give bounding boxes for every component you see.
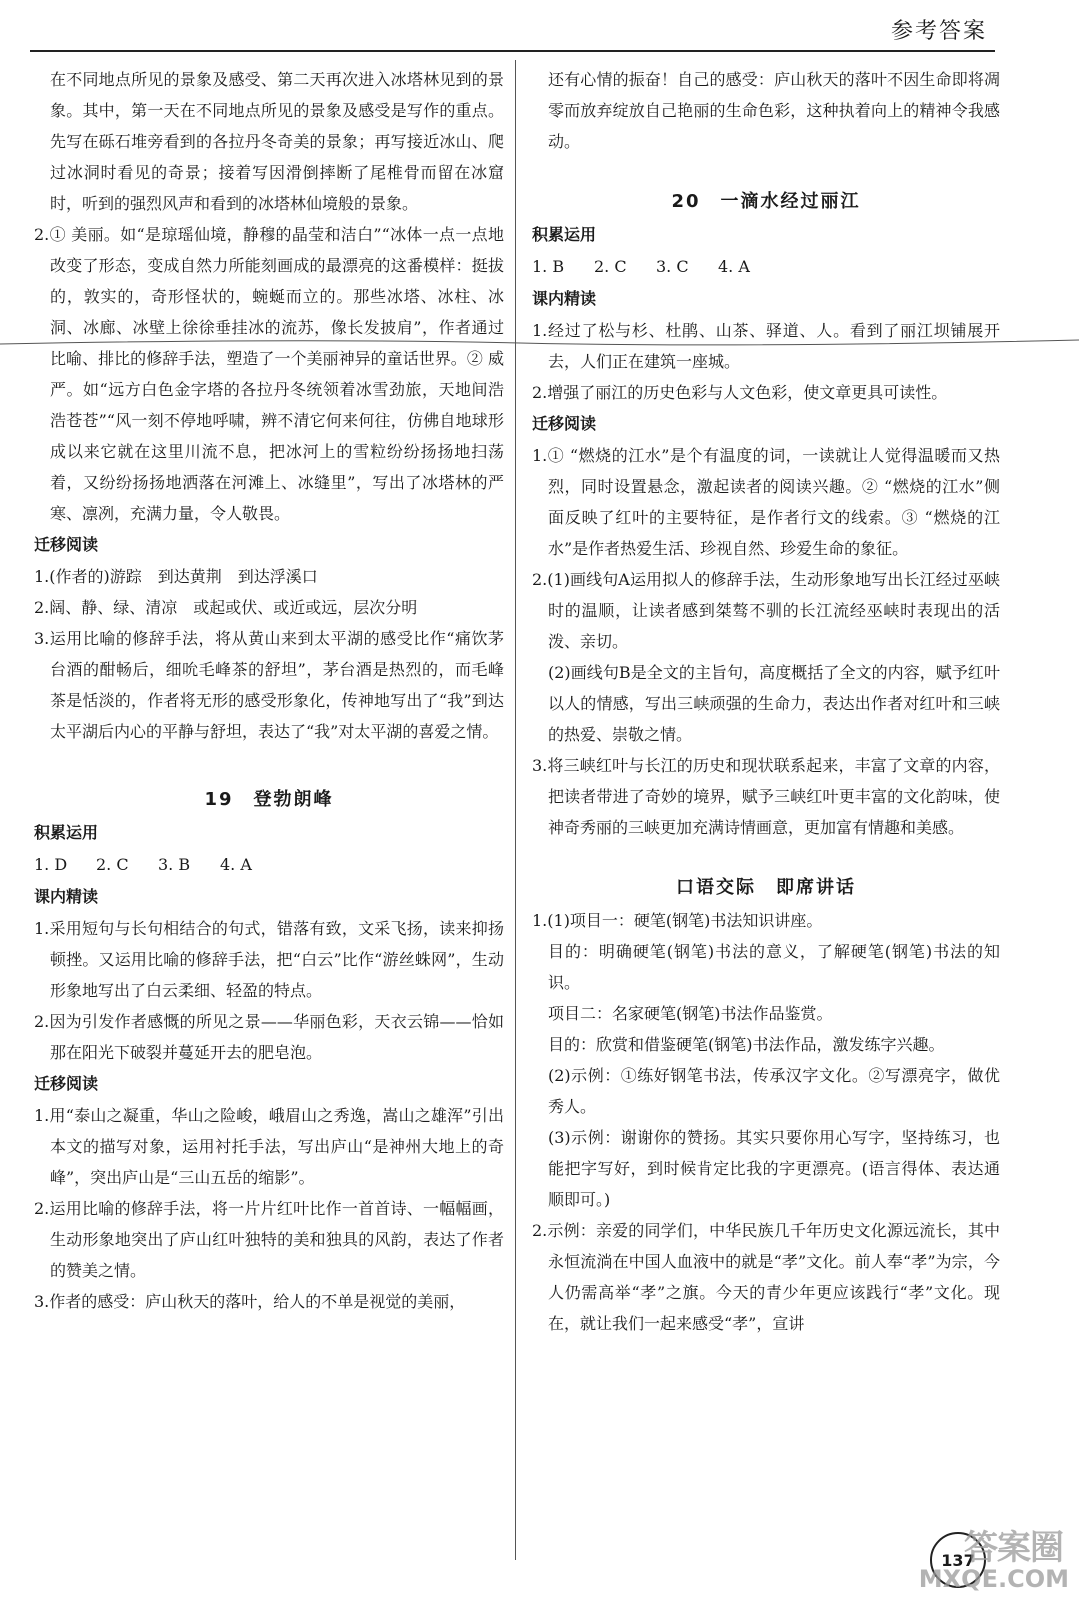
section-heading-transfer: 迁移阅读	[34, 535, 99, 554]
section-heading-accumulate: 积累运用	[34, 823, 99, 842]
transfer-2-part-2: (2)画线句B是全文的主旨句，高度概括了全文的内容，赋予红叶以人的情感，写出三峡顽强的生命力，表达出作者对红叶和三峡的热爱、崇敬之情。	[548, 663, 1000, 744]
intro-paragraph: 在不同地点所见的景象及感受、第二天再次进入冰塔林见到的景象。其中，第一天在不同地点所见的景象及感受是写作的重点。先写在砾石堆旁看到的各拉丹冬奇美的景象；再写接近冰山、爬过冰洞时看见的奇景；接着写因滑倒摔断了尾椎骨而留在冰窟时，听到的强烈风声和看到的冰塔林仙境般的景象。	[50, 70, 504, 213]
answer-choice: 3. C	[656, 257, 689, 276]
answer-row	[532, 251, 1000, 283]
oral-item: 目的：明确硬笔(钢笔)书法的意义，了解硬笔(钢笔)书法的知识。	[548, 942, 1000, 992]
transfer-1: 1.用“泰山之凝重，华山之险峻，峨眉山之秀逸，嵩山之雄浑”引出本文的描写对象，运用衬托手法，写出庐山“是神州大地上的奇峰”，突出庐山是“三山五岳的缩影”。	[34, 1106, 504, 1187]
continued-paragraph: 还有心情的振奋！自己的感受：庐山秋天的落叶不因生命即将凋零而放弃绽放自己艳丽的生命色彩，这种执着向上的精神令我感动。	[548, 70, 1000, 151]
answer-2: 2.① 美丽。如“是琼瑶仙境，静穆的晶莹和洁白”“冰体一点一点地改变了形态，变成自然力所能刻画成的最漂亮的这番模样：挺拔的，敦实的，奇形怪状的，蜿蜒而立的。那些冰塔、冰柱、冰洞、冰廊、冰壁上徐徐垂挂冰的流苏，像长发披肩”，作者通过比喻、排比的修辞手法，塑造了一个美丽神异的童话世界。② 威严。如“远方白色金字塔的各拉丹冬统领着冰雪劲旅，天地间浩浩苍苍”“风一刻不停地呼啸，辨不清它何来何往，仿佛自地球形成以来它就在这里川流不息，把冰河上的雪粒纷纷扬扬地扫荡着，又纷纷扬扬地洒落在河滩上、冰缝里”，写出了冰塔林的严寒、凛冽，充满力量，令人敬畏。	[34, 225, 504, 523]
oral-item: (3)示例：谢谢你的赞扬。其实只要你用心写字，坚持练习，也能把字写好，到时候肯定比我的字更漂亮。(语言得体、表达通顺即可。)	[548, 1128, 1000, 1209]
transfer-3: 3.运用比喻的修辞手法，将从黄山来到太平湖的感受比作“痛饮茅台酒的酣畅后，细吮毛峰茶的舒坦”，茅台酒是热烈的，而毛峰茶是恬淡的，作者将无形的感受形象化，传神地写出了“我”到达太平湖后内心的平静与舒坦，表达了“我”对太平湖的喜爱之情。	[34, 629, 504, 741]
answer-choice: 1. D	[34, 855, 68, 874]
inclass-2: 2.因为引发作者感慨的所见之景——华丽色彩，天衣云锦——恰如那在阳光下破裂并蔓延开去的肥皂泡。	[34, 1012, 504, 1062]
column-divider	[515, 60, 516, 1560]
transfer-3: 3.作者的感受：庐山秋天的落叶，给人的不单是视觉的美丽，	[34, 1292, 466, 1311]
oral-item: 目的：欣赏和借鉴硬笔(钢笔)书法作品，激发练字兴趣。	[548, 1035, 945, 1054]
header-rule	[30, 50, 995, 52]
answer-choice: 1. B	[532, 257, 565, 276]
section-heading-transfer: 迁移阅读	[34, 1074, 99, 1093]
answer-choice: 4. A	[718, 257, 750, 276]
oral-item: 项目二：名家硬笔(钢笔)书法作品鉴赏。	[548, 1004, 833, 1023]
inclass-2: 2.增强了丽江的历史色彩与人文色彩，使文章更具可读性。	[532, 383, 948, 402]
watermark-url: MXQE.COM	[918, 1565, 1069, 1593]
watermark-logo: 答案圈	[964, 1528, 1063, 1568]
section-heading-inclass: 课内精读	[34, 887, 99, 906]
oral-item: (2)示例：①练好钢笔书法，传承汉字文化。②写漂亮字，做优秀人。	[548, 1066, 1000, 1116]
page-number: 137	[930, 1532, 986, 1588]
answer-choice: 3. B	[158, 855, 191, 874]
inclass-1: 1.采用短句与长句相结合的句式，错落有致，文采飞扬，读来抑扬顿挫。又运用比喻的修辞手法，把“白云”比作“游丝蛛网”，生动形象地写出了白云柔细、轻盈的特点。	[34, 919, 504, 1000]
section-heading-accumulate: 积累运用	[532, 225, 597, 244]
oral-item: 2.示例：亲爱的同学们，中华民族几千年历史文化源远流长，其中永恒流淌在中国人血液中的就是“孝”文化。前人奉“孝”为宗，今人仍需高举“孝”之旗。今天的青少年更应该践行“孝”文化。现在，就让我们一起来感受“孝”，宣讲	[532, 1221, 1000, 1333]
answer-choice: 2. C	[594, 257, 627, 276]
answer-choice: 2. C	[96, 855, 129, 874]
oral-communication-title: 口语交际 即席讲话	[676, 877, 856, 898]
transfer-2: 2.阔、静、绿、清凉 或起或伏、或近或远，层次分明	[34, 598, 418, 617]
answer-choice: 4. A	[220, 855, 252, 874]
section-heading-inclass: 课内精读	[532, 289, 597, 308]
lesson-19-title: 19 登勃朗峰	[204, 789, 334, 810]
right-column	[532, 64, 1000, 1339]
oral-item: 1.(1)项目一：硬笔(钢笔)书法知识讲座。	[532, 911, 823, 930]
inclass-1: 1.经过了松与杉、杜鹃、山茶、驿道、人。看到了丽江坝铺展开去，人们正在建筑一座城。	[532, 321, 1000, 371]
transfer-1: 1.① “燃烧的江水”是个有温度的词，一读就让人觉得温暖而又热烈，同时设置悬念，激起读者的阅读兴趣。② “燃烧的江水”侧面反映了红叶的主要特征，是作者行文的线索。③ “燃烧的江水”是作者热爱生活、珍视自然、珍爱生命的象征。	[532, 446, 1000, 558]
section-heading-transfer: 迁移阅读	[532, 414, 597, 433]
left-column	[34, 64, 504, 1317]
transfer-1: 1.(作者的)游踪 到达黄荆 到达浮溪口	[34, 567, 318, 586]
answer-row	[34, 849, 504, 881]
transfer-2: 2.运用比喻的修辞手法，将一片片红叶比作一首首诗、一幅幅画，生动形象地突出了庐山红叶独特的美和独具的风韵，表达了作者的赞美之情。	[34, 1199, 504, 1280]
transfer-3: 3.将三峡红叶与长江的历史和现状联系起来，丰富了文章的内容，把读者带进了奇妙的境界，赋予三峡红叶更丰富的文化韵味，使神奇秀丽的三峡更加充满诗情画意，更加富有情趣和美感。	[532, 756, 1000, 837]
transfer-2: 2.(1)画线句A运用拟人的修辞手法，生动形象地写出长江经过巫峡时的温顺，让读者感到桀骜不驯的长江流经巫峡时表现出的活泼、亲切。	[532, 570, 1000, 651]
page-header-title: 参考答案	[890, 19, 987, 44]
lesson-20-title: 20 一滴水经过丽江	[671, 191, 861, 212]
